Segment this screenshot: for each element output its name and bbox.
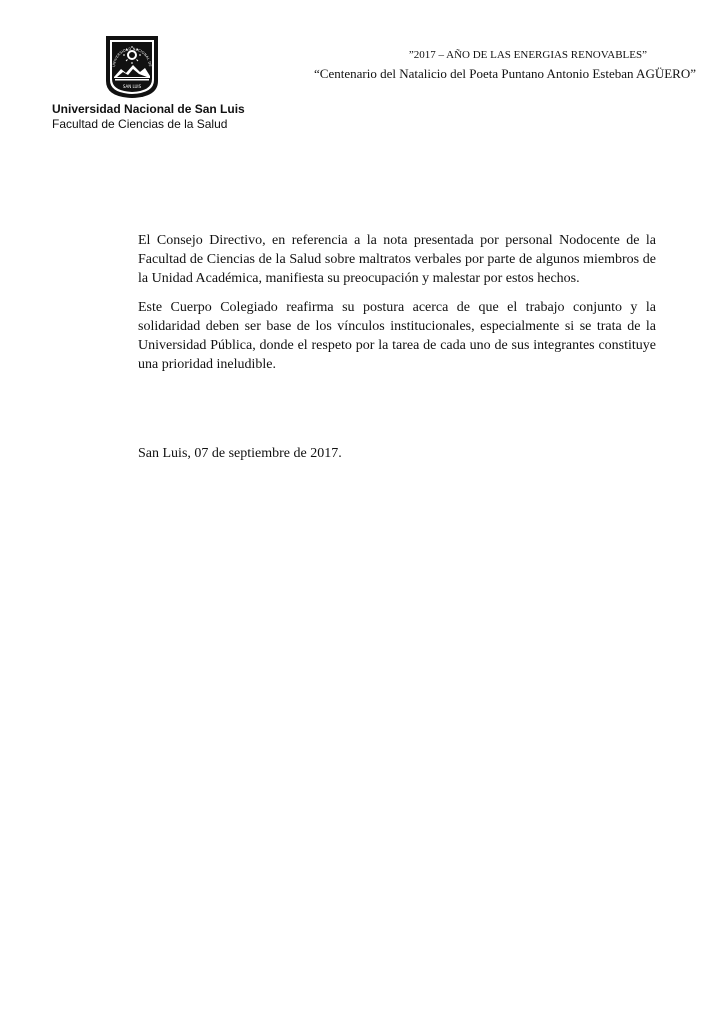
university-seal-icon — [103, 33, 161, 100]
document-body — [138, 231, 656, 384]
logo-bottom-text: SAN LUIS — [122, 84, 142, 89]
paragraph-1: El Consejo Directivo, en referencia a la nota presentada por personal Nodocente de la Facultad de Ciencias de la Salud sobre maltratos verbales por parte de algunos miembros de la Unidad Académica, manifiesta su preocupación y malestar por estos hechos. — [138, 233, 656, 286]
place-date: San Luis, 07 de septiembre de 2017. — [138, 446, 342, 461]
logo-top-text: UNIVERSIDAD NACIONAL DE — [111, 46, 153, 67]
paragraph-2: Este Cuerpo Colegiado reafirma su postura acerca de que el trabajo conjunto y la solidaridad deben ser base de los vínculos institucionales, especialmente si se trata de la Universidad Pública, donde el respeto por la tarea de cada uno de sus integrantes constituye una prioridad ineludible. — [138, 300, 656, 372]
faculty-name: Facultad de Ciencias de la Salud — [52, 117, 228, 131]
university-name: Universidad Nacional de San Luis — [52, 102, 245, 116]
year-motto: ”2017 – AÑO DE LAS ENERGIAS RENOVABLES” — [408, 49, 647, 61]
centenary-motto: “Centenario del Natalicio del Poeta Puntano Antonio Esteban AGÜERO” — [314, 66, 696, 81]
